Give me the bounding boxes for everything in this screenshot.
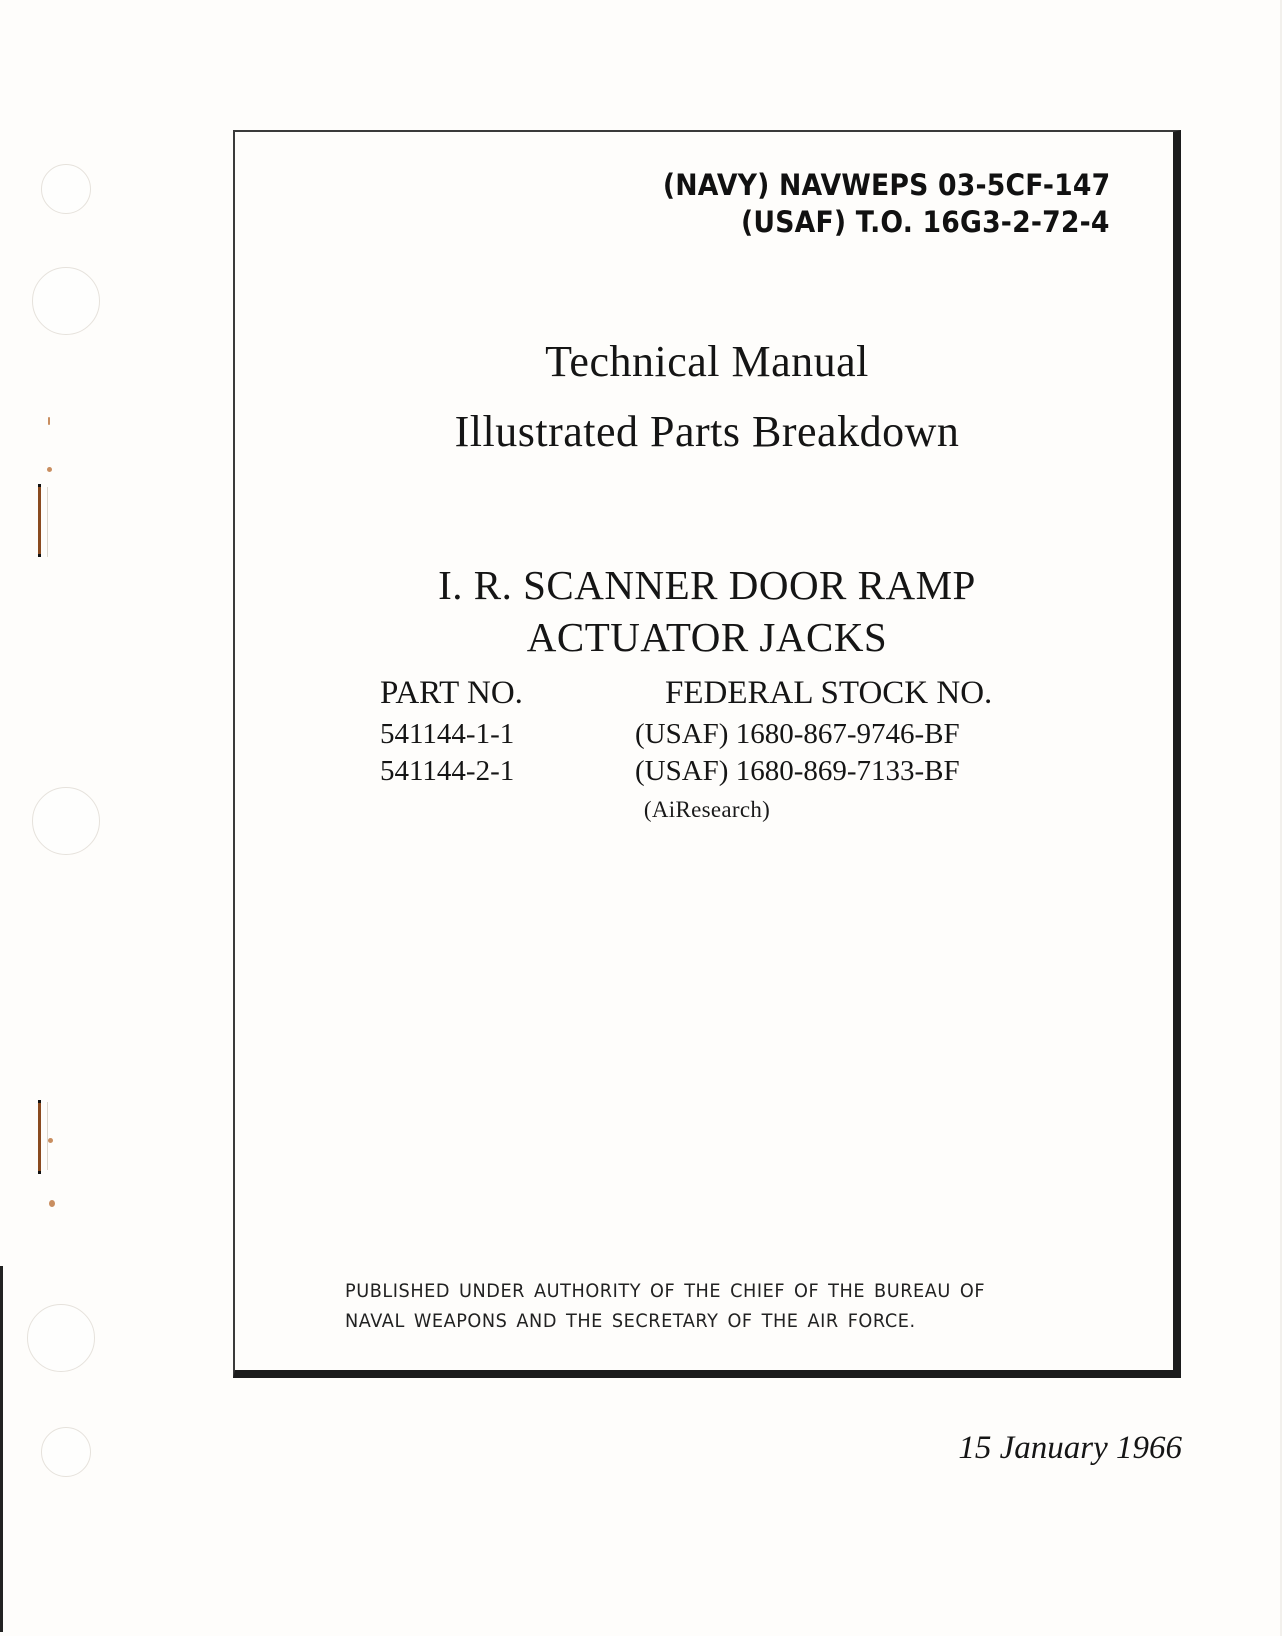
- subject-title-line2: ACTUATOR JACKS: [526, 614, 888, 660]
- manual-type-heading: Technical Manual: [545, 337, 869, 386]
- cover-frame: [233, 130, 1181, 1378]
- manufacturer-name: (AiResearch): [643, 797, 771, 822]
- publication-date: 15 January 1966: [958, 1430, 1182, 1466]
- rust-speck: [47, 467, 52, 472]
- subject-title-line1: I. R. SCANNER DOOR RAMP: [438, 562, 976, 608]
- usaf-document-number: (USAF) T.O. 16G3-2-72-4: [741, 205, 1110, 239]
- part-no-cell: 541144-2-1: [380, 755, 515, 787]
- stock-no-header: FEDERAL STOCK NO.: [665, 675, 993, 711]
- punch-hole: [41, 1427, 91, 1477]
- authority-statement-line2: NAVAL WEAPONS AND THE SECRETARY OF THE AIR FORCE.: [345, 1310, 916, 1332]
- stock-no-cell: (USAF) 1680-869-7133-BF: [635, 755, 960, 787]
- staple-mark: [38, 1100, 41, 1174]
- rust-speck: [49, 1200, 55, 1207]
- punch-hole: [32, 787, 100, 855]
- authority-statement-line1: PUBLISHED UNDER AUTHORITY OF THE CHIEF OF THE BUREAU OF: [345, 1280, 986, 1302]
- manual-subtitle-heading: Illustrated Parts Breakdown: [454, 407, 960, 456]
- scan-edge-shadow: [0, 1266, 3, 1632]
- punch-hole: [27, 1304, 95, 1372]
- punch-hole: [32, 267, 100, 335]
- part-no-header: PART NO.: [380, 675, 523, 711]
- stock-no-cell: (USAF) 1680-867-9746-BF: [635, 718, 960, 750]
- punch-hole: [41, 164, 91, 214]
- rust-speck: [48, 1138, 53, 1143]
- rust-speck: [48, 417, 50, 425]
- staple-shadow: [47, 1102, 48, 1170]
- staple-shadow: [47, 487, 48, 557]
- staple-mark: [38, 484, 41, 557]
- part-no-cell: 541144-1-1: [380, 718, 515, 750]
- navy-document-number: (NAVY) NAVWEPS 03-5CF-147: [662, 168, 1110, 202]
